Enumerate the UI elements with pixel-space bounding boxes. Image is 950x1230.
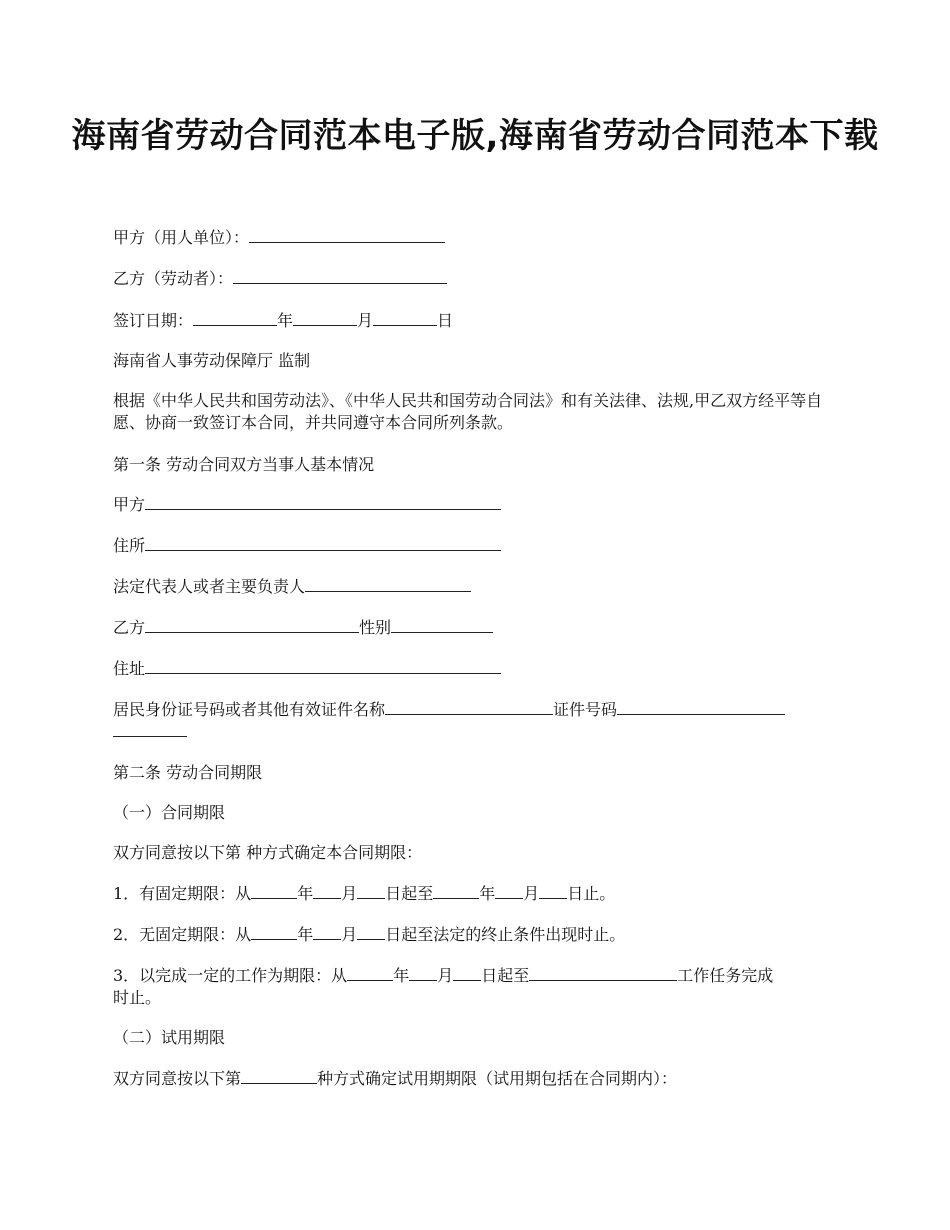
preamble-paragraph: 根据《中华人民共和国劳动法》、《中华人民共和国劳动合同法》和有关法律、法规,甲乙双方经平等自愿、协商一致签订本合同，并共同遵守本合同所列条款。 [113,391,823,432]
opt1-to-year-label: 年 [479,884,496,903]
id-type-label: 居民身份证号码或者其他有效证件名称 [113,700,386,719]
opt1-end-label: 日止。 [567,884,616,903]
id-line [113,699,785,721]
supervised-by: 海南省人事劳动保障厅 监制 [113,351,311,370]
id-line-cont [113,721,187,743]
id-number-blank[interactable] [617,699,785,715]
option3-line [113,965,773,987]
party-a-label: 甲方 [113,495,146,514]
opt1-to-month-label: 月 [523,884,540,903]
legal-rep-label: 法定代表人或者主要负责人 [113,577,306,596]
opt1-from-day-blank[interactable] [357,883,385,899]
opt1-from-label: 日起至 [385,884,434,903]
day-label: 日 [437,311,454,330]
probation-heading: （二）试用期限 [113,1028,226,1047]
opt3-year-label: 年 [393,966,410,985]
party-b-line [113,617,493,639]
opt3-from-label: 日起至 [481,966,530,985]
opt1-month-label: 月 [341,884,358,903]
option2-suffix: 日起至法定的终止条件出现时止。 [385,925,626,944]
opt3-from-year-blank[interactable] [347,965,393,981]
option1-line [113,883,615,905]
address-blank[interactable] [145,658,501,674]
term-intro: 双方同意按以下第 种方式确定本合同期限： [113,843,423,862]
residence-label: 住所 [113,536,146,555]
option3-prefix: 3．以完成一定的工作为期限：从 [113,966,348,985]
year-label: 年 [277,311,294,330]
opt1-to-year-blank[interactable] [433,883,479,899]
opt1-to-day-blank[interactable] [539,883,567,899]
opt3-from-day-blank[interactable] [453,965,481,981]
opt1-to-month-blank[interactable] [495,883,523,899]
option1-prefix: 1．有固定期限：从 [113,884,252,903]
id-type-blank[interactable] [385,699,553,715]
probation-prefix: 双方同意按以下第 [113,1069,242,1088]
party-b-label: 乙方 [113,618,146,637]
opt2-from-day-blank[interactable] [357,924,385,940]
party-b-worker-blank[interactable] [233,268,447,284]
term-heading: （一）合同期限 [113,803,226,822]
address-label: 住址 [113,659,146,678]
probation-option-blank[interactable] [241,1068,317,1084]
party-b-blank[interactable] [145,617,359,633]
party-a-unit-label: 甲方（用人单位）： [113,228,250,247]
option2-prefix: 2．无固定期限：从 [113,925,252,944]
opt3-from-month-blank[interactable] [409,965,437,981]
opt1-year-label: 年 [297,884,314,903]
id-number-blank-cont[interactable] [113,721,187,737]
option2-line [113,924,625,946]
opt2-from-month-blank[interactable] [313,924,341,940]
sign-day-blank[interactable] [373,310,437,326]
sign-year-blank[interactable] [193,310,277,326]
party-b-worker-label: 乙方（劳动者）： [113,269,234,288]
opt2-from-year-blank[interactable] [251,924,297,940]
gender-blank[interactable] [391,617,493,633]
gender-label: 性别 [359,618,392,637]
party-a-blank[interactable] [145,494,501,510]
probation-suffix: 种方式确定试用期期限（试用期包括在合同期内）： [317,1069,678,1088]
probation-line [113,1068,677,1090]
opt1-from-year-blank[interactable] [251,883,297,899]
opt1-from-month-blank[interactable] [313,883,341,899]
sign-month-blank[interactable] [293,310,357,326]
option3-suffix: 工作任务完成 [677,966,774,985]
residence-line [113,535,501,557]
opt3-month-label: 月 [437,966,454,985]
party-a-unit-blank[interactable] [249,227,445,243]
opt3-task-blank[interactable] [529,965,677,981]
sign-date-label: 签订日期： [113,311,194,330]
month-label: 月 [357,311,374,330]
legal-rep-blank[interactable] [305,576,471,592]
option3-tail: 时止。 [113,988,162,1007]
legal-rep-line [113,576,471,598]
opt2-year-label: 年 [297,925,314,944]
party-a-unit-line [113,227,445,249]
residence-blank[interactable] [145,535,501,551]
address-line [113,658,501,680]
document-title: 海南省劳动合同范本电子版,海南省劳动合同范本下载 [71,116,879,156]
sign-date-line [113,310,453,332]
article2-heading: 第二条 劳动合同期限 [113,763,263,782]
opt2-month-label: 月 [341,925,358,944]
party-a-line [113,494,501,516]
id-number-label: 证件号码 [553,700,618,719]
article1-heading: 第一条 劳动合同双方当事人基本情况 [113,455,375,474]
party-b-worker-line [113,268,447,290]
